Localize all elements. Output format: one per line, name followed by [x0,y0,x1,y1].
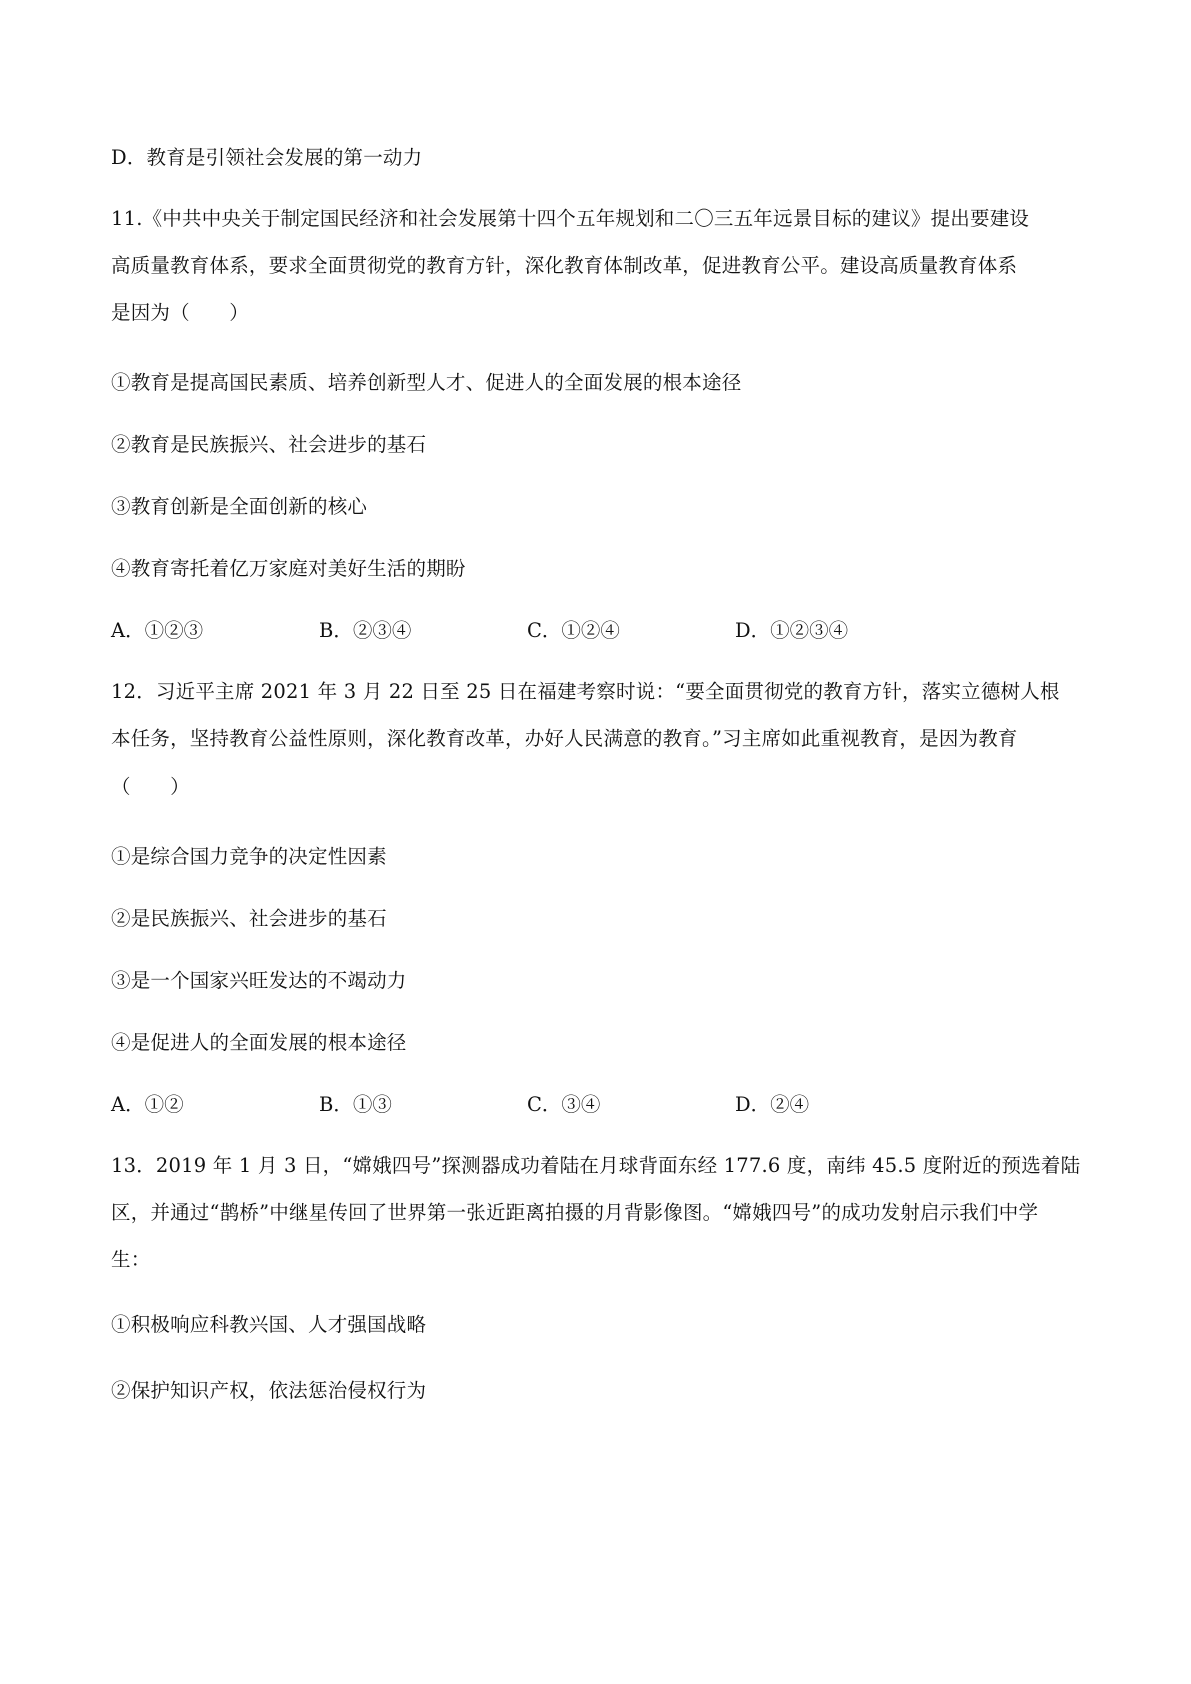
q13-stem-line-2: 区，并通过“鹊桥”中继星传回了世界第一张近距离拍摄的月背影像图。“嫦娥四号”的成功发射启示我们中学 [111,1201,1039,1224]
q13-stem-line-3: 生： [111,1248,151,1271]
q12-option-b[interactable]: B．①③ [319,1093,392,1116]
q11-statement-3: ③教育创新是全面创新的核心 [111,495,368,518]
q11-stem-line-2: 高质量教育体系，要求全面贯彻党的教育方针，深化教育体制改革，促进教育公平。建设高质量教育体系 [111,254,1018,277]
q12-statement-2: ②是民族振兴、社会进步的基石 [111,907,387,930]
q12-stem-line-3: （ ） [111,775,190,798]
q13-statement-2: ②保护知识产权，依法惩治侵权行为 [111,1379,427,1402]
q11-option-b[interactable]: B．②③④ [319,619,412,642]
q11-statement-4: ④教育寄托着亿万家庭对美好生活的期盼 [111,557,466,580]
q11-statement-1: ①教育是提高国民素质、培养创新型人才、促进人的全面发展的根本途径 [111,371,742,394]
q11-option-d[interactable]: D．①②③④ [735,619,849,642]
q12-statement-4: ④是促进人的全面发展的根本途径 [111,1031,407,1054]
q12-statement-1: ①是综合国力竞争的决定性因素 [111,845,387,868]
q11-option-c[interactable]: C．①②④ [527,619,620,642]
q11-stem-line-1: 11.《中共中央关于制定国民经济和社会发展第十四个五年规划和二〇三五年远景目标的建议》提出要建设 [111,207,1030,230]
q11-statement-2: ②教育是民族振兴、社会进步的基石 [111,433,427,456]
q12-stem-line-1: 12．习近平主席 2021 年 3 月 22 日至 25 日在福建考察时说：“要全面贯彻党的教育方针，落实立德树人根 [111,680,1060,703]
q12-stem-line-2: 本任务，坚持教育公益性原则，深化教育改革，办好人民满意的教育。”习主席如此重视教育，是因为教育 [111,727,1018,750]
q12-option-a[interactable]: A．①② [111,1093,184,1116]
q11-stem-line-3: 是因为（ ） [111,301,249,324]
q13-statement-1: ①积极响应科教兴国、人才强国战略 [111,1313,427,1336]
q13-stem-line-1: 13．2019 年 1 月 3 日，“嫦娥四号”探测器成功着陆在月球背面东经 177.6 度，南纬 45.5 度附近的预选着陆 [111,1154,1081,1177]
q12-statement-3: ③是一个国家兴旺发达的不竭动力 [111,969,407,992]
prev-question-option-d: D．教育是引领社会发展的第一动力 [111,146,423,169]
q12-option-c[interactable]: C．③④ [527,1093,601,1116]
q11-option-a[interactable]: A．①②③ [111,619,204,642]
q12-option-d[interactable]: D．②④ [735,1093,810,1116]
